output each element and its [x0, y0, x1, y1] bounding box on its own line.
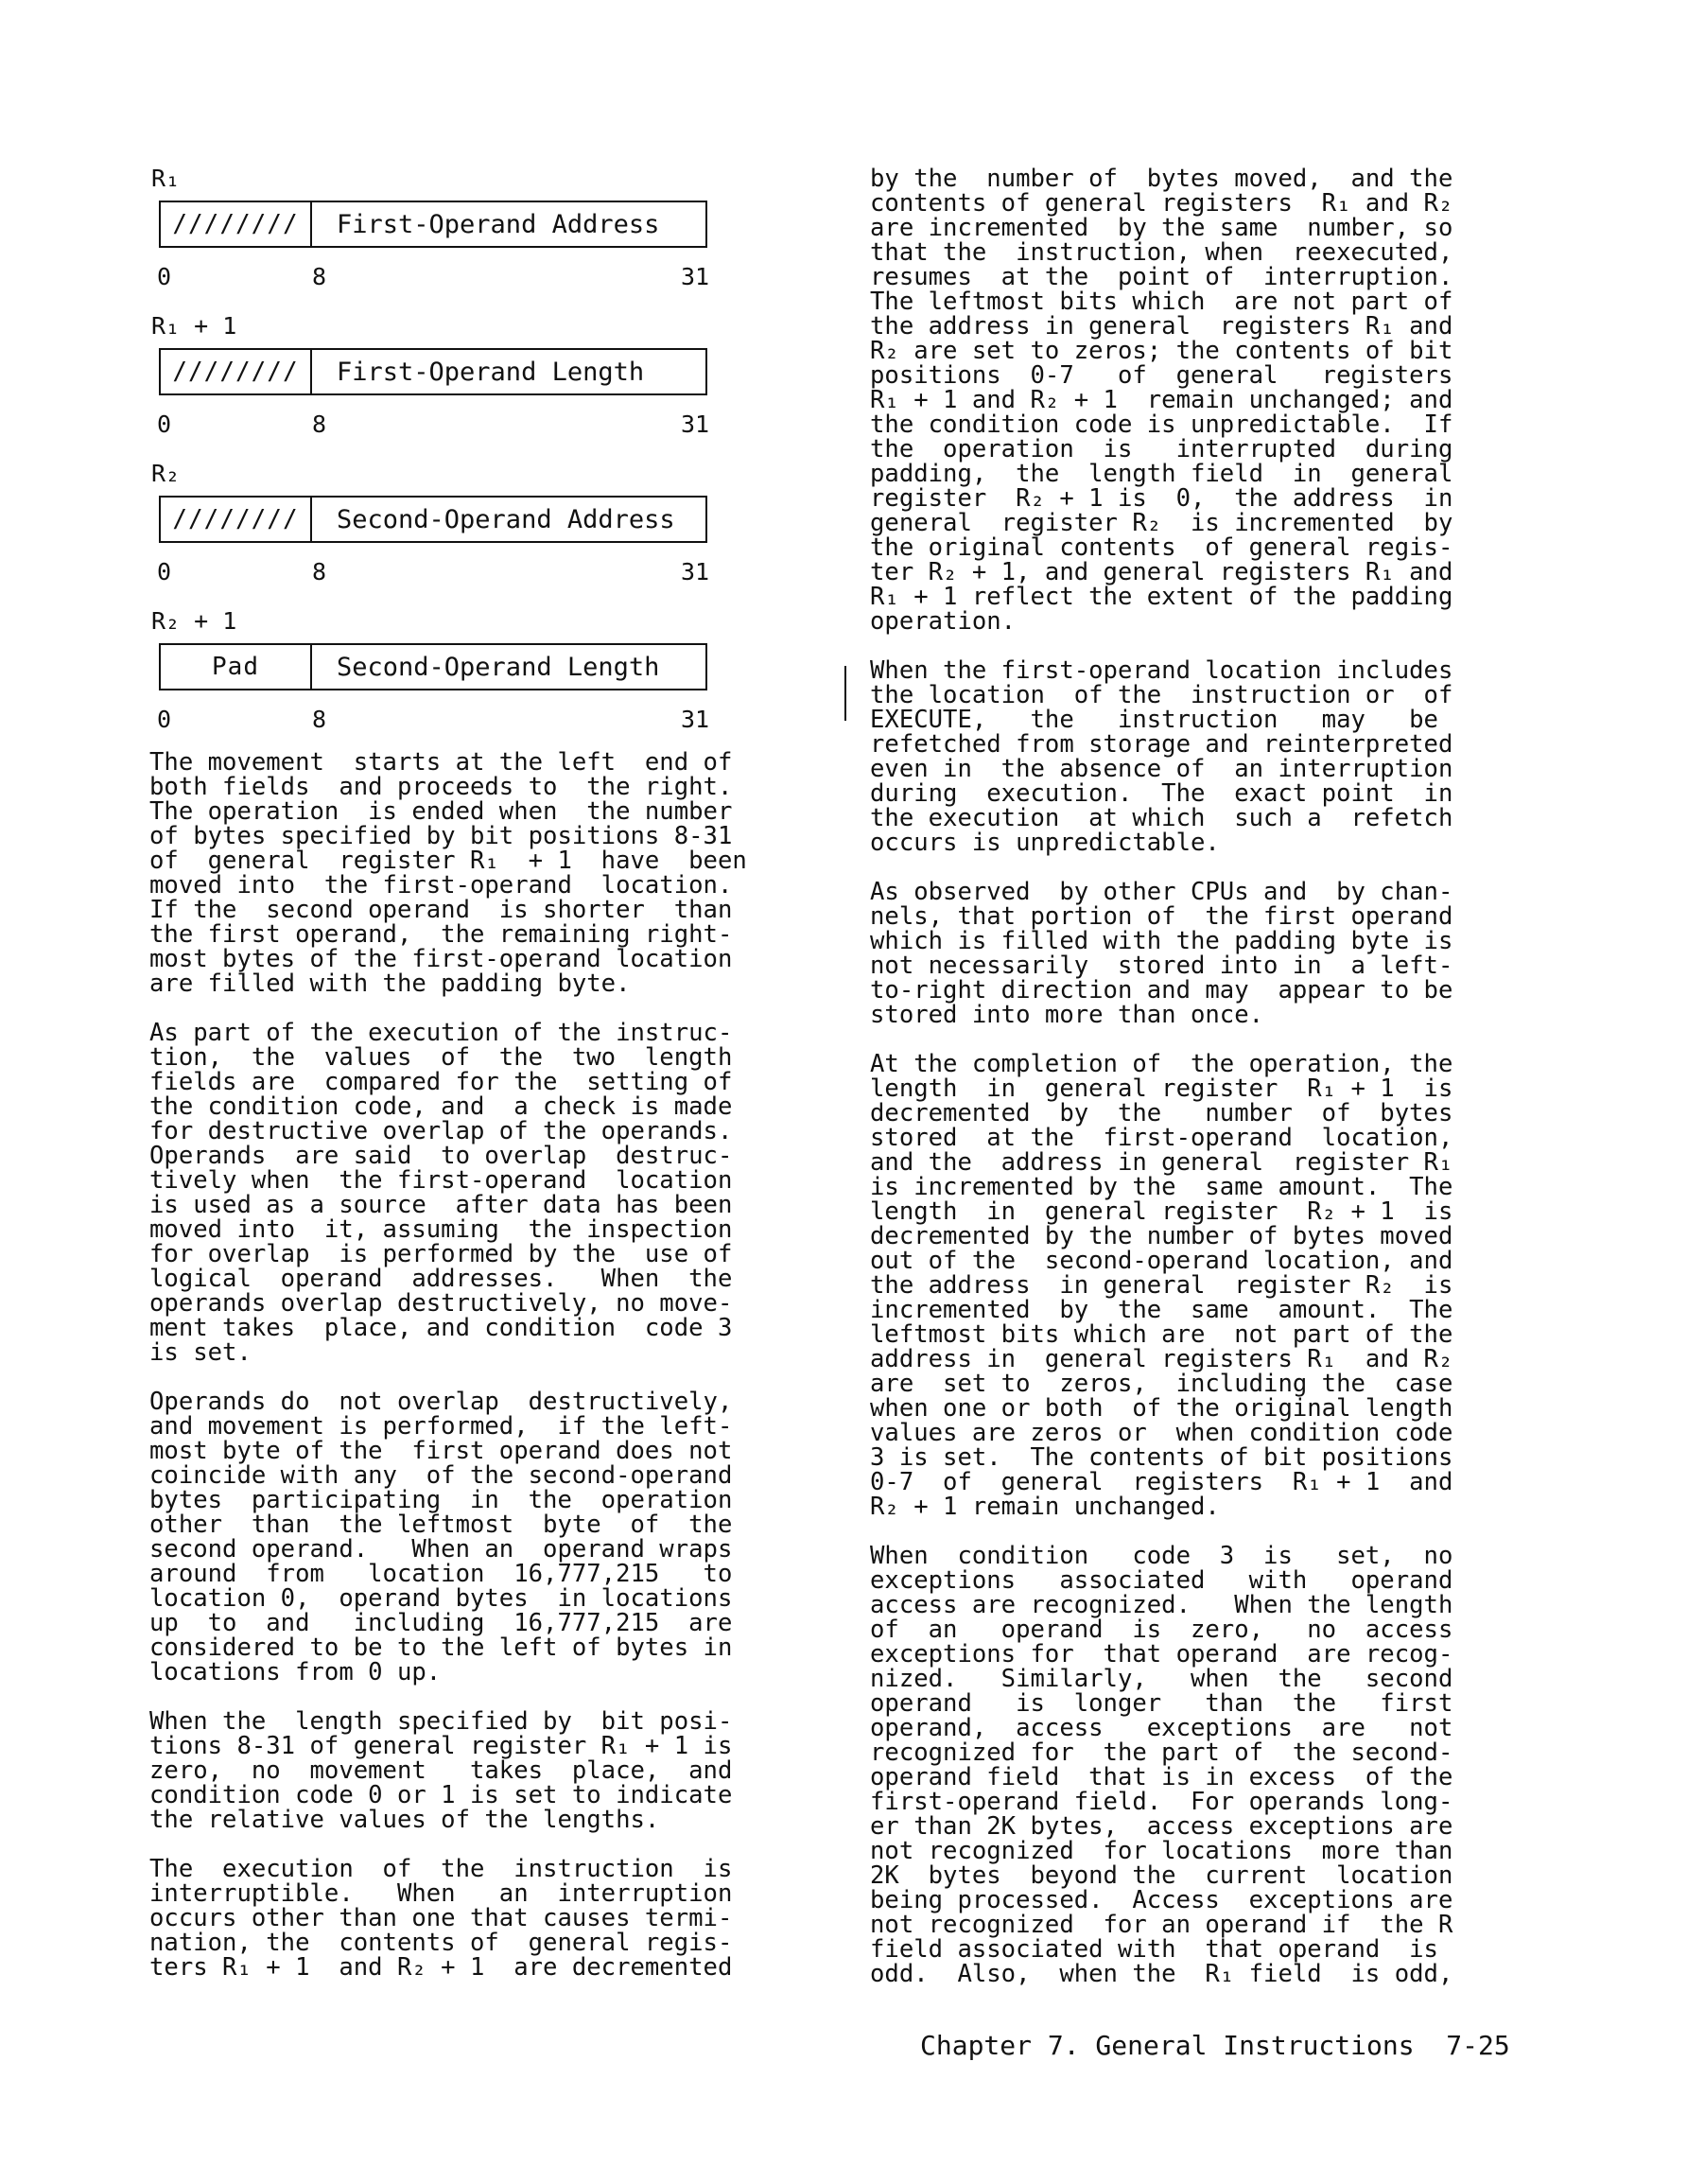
- paragraph: Operands do not overlap destructively, and movement is performed, if the left- most byte of the first operand does not coincide with any of the second-operand bytes participating in the operation other than the leftmost byte of the second operand. When an operand wraps around from location 16,777,215 to location 0, operand bytes in locations up to and including 16,777,215 are considered to be to the left of bytes in locations from 0 up.: [149, 1388, 733, 1686]
- bit-position-31: 31: [681, 411, 710, 438]
- register-format-box: [159, 201, 707, 248]
- register-format-box: [159, 643, 707, 690]
- register-r2: [151, 456, 719, 603]
- paragraph: As observed by other CPUs and by chan- nels, that portion of the first operand which is filled with the padding byte is not necessarily stored into in a left- to-right direction and may appear to be stored into more than once.: [870, 878, 1453, 1029]
- paragraph: When the first-operand location includes the location of the instruction or of EXECUTE, the instruction may be refetched from storage and reinterpreted even in the absence of an interruption during execution. The exact point in the execution at which such a refetch occurs is unpredictable.: [870, 656, 1453, 857]
- register-field-unused: ////////: [161, 350, 312, 393]
- right-text-column: [870, 166, 1532, 2011]
- register-label: R₂: [151, 460, 181, 487]
- page-footer: Chapter 7. General Instructions 7-25: [920, 2030, 1510, 2061]
- bit-position-0: 0: [157, 558, 172, 585]
- paragraph: When the length specified by bit posi- tions 8-31 of general register R₁ + 1 is zero, no movement takes place, and condition code 0 or 1 is set to indicate the relative values of the lengths.: [149, 1707, 733, 1834]
- paragraph: The movement starts at the left end of both fields and proceeds to the right. The operation is ended when the number of bytes specified by bit positions 8-31 of general register R₁ + 1 have been moved into the first-operand location. If the second operand is shorter than the first operand, the remaining right- most bytes of the first-operand location are filled with the padding byte.: [149, 748, 747, 998]
- register-field-pad: Pad: [161, 645, 312, 689]
- register-field-name: Second-Operand Length: [337, 652, 660, 682]
- register-diagrams: [151, 161, 719, 751]
- bit-position-8: 8: [312, 558, 327, 585]
- bit-position-31: 31: [681, 706, 710, 733]
- bit-position-0: 0: [157, 411, 172, 438]
- register-r2-plus-1: [151, 603, 719, 751]
- register-label: R₁ + 1: [151, 312, 237, 340]
- paragraph: At the completion of the operation, the length in general register R₁ + 1 is decremented by the number of bytes stored at the first-operand location, and the address in general register R₁ is incremented by the same amount. The length in general register R₂ + 1 is decremented by the number of bytes moved out of the second-operand location, and the address in general register R₂ is incremented by the same amount. The leftmost bits which are not part of the address in general registers R₁ and R₂ are set to zeros, including the case when one or both of the original length values are zeros or when condition code 3 is set. The contents of bit positions 0-7 of general registers R₁ + 1 and R₂ + 1 remain unchanged.: [870, 1050, 1453, 1521]
- register-r1-plus-1: [151, 308, 719, 456]
- paragraph: As part of the execution of the instruc- tion, the values of the two length fields are compared for the setting of the condition code, and a check is made for destructive overlap of the operands. Operands are said to overlap destruc- tively when the first-operand location is used as a source after data has been moved into it, assuming the inspection for overlap is performed by the use of logical operand addresses. When the operands overlap destructively, no move- ment takes place, and condition code 3 is set.: [149, 1019, 733, 1367]
- register-r1: [151, 161, 719, 308]
- paragraph: by the number of bytes moved, and the contents of general registers R₁ and R₂ are incremented by the same number, so that the instruction, when reexecuted, resumes at the point of interruption. The leftmost bits which are not part of the address in general registers R₁ and R₂ are set to zeros; the contents of bit positions 0-7 of general registers R₁ + 1 and R₂ + 1 remain unchanged; and the condition code is unpredictable. If the operation is interrupted during padding, the length field in general register R₂ + 1 is 0, the address in general register R₂ is incremented by the original contents of general regis- ter R₂ + 1, and general registers R₁ and R₁ + 1 reflect the extent of the padding operation.: [870, 165, 1453, 636]
- bit-position-8: 8: [312, 411, 327, 438]
- register-label: R₂ + 1: [151, 607, 237, 635]
- bit-position-8: 8: [312, 706, 327, 733]
- revision-change-bar: [844, 666, 846, 721]
- register-field-name: Second-Operand Address: [337, 504, 675, 534]
- paragraph: The execution of the instruction is interruptible. When an interruption occurs other than one that causes termi- nation, the contents of general regis- ters R₁ + 1 and R₂ + 1 are decremented: [149, 1855, 733, 1982]
- bit-position-0: 0: [157, 706, 172, 733]
- bit-position-0: 0: [157, 263, 172, 290]
- bit-position-31: 31: [681, 263, 710, 290]
- register-field-unused: ////////: [161, 498, 312, 541]
- register-label: R₁: [151, 165, 181, 192]
- bit-position-8: 8: [312, 263, 327, 290]
- register-field-name: First-Operand Length: [337, 357, 645, 387]
- register-field-unused: ////////: [161, 202, 312, 246]
- register-field-name: First-Operand Address: [337, 209, 660, 239]
- left-text-column: [149, 750, 811, 2004]
- paragraph: When condition code 3 is set, no exceptions associated with operand access are recognized. When the length of an operand is zero, no access exceptions for that operand are recog- nized. Similarly, when the second operand is longer than the first operand, access exceptions are not recognized for the part of the second- operand field that is in excess of the first-operand field. For operands long- er than 2K bytes, access exceptions are not recognized for locations more than 2K bytes beyond the current location being processed. Access exceptions are not recognized for an operand if the R field associated with that operand is odd. Also, when the R₁ field is odd,: [870, 1542, 1453, 1988]
- register-format-box: [159, 348, 707, 395]
- bit-position-31: 31: [681, 558, 710, 585]
- register-format-box: [159, 496, 707, 543]
